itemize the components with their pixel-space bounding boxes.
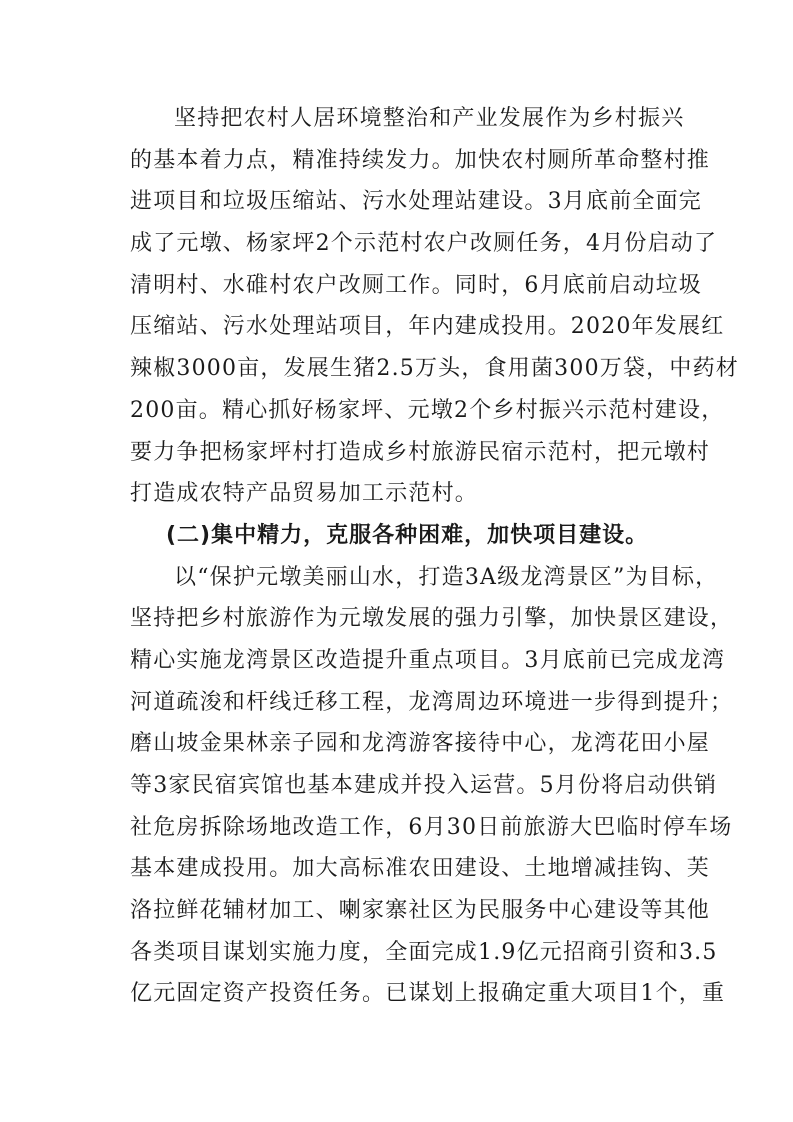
text-line: 各类项目谋划实施力度，全面完成1.9亿元招商引资和3.5 bbox=[130, 939, 718, 965]
text-line: 坚持把乡村旅游作为元墩发展的强力引擎，加快景区建设， bbox=[130, 606, 734, 632]
text-line: 成了元墩、杨家坪2个示范村农户改厕任务，4月份启动了 bbox=[130, 231, 718, 257]
text-line: 坚持把农村人居环境整治和产业发展作为乡村振兴 bbox=[174, 106, 685, 131]
text-line: 磨山坡金果林亲子园和龙湾游客接待中心，龙湾花田小屋 bbox=[130, 731, 711, 757]
text-line: 200亩。精心抓好杨家坪、元墩2个乡村振兴示范村建设， bbox=[130, 397, 725, 423]
text-line: 打造成农特产品贸易加工示范村。 bbox=[130, 481, 479, 507]
text-line: 清明村、水碓村农户改厕工作。同时，6月底前启动垃圾 bbox=[130, 272, 702, 298]
document-body bbox=[130, 98, 739, 1015]
paragraph-rural-environment bbox=[130, 98, 739, 515]
text-line: 亿元固定资产投资任务。已谋划上报确定重大项目1个，重 bbox=[130, 981, 726, 1007]
text-line: 河道疏浚和杆线迁移工程，龙湾周边环境进一步得到提升； bbox=[130, 689, 734, 715]
text-line: 以“保护元墩美丽山水，打造3A级龙湾景区”为目标， bbox=[174, 564, 719, 590]
text-line: 基本建成投用。加大高标准农田建设、土地增减挂钩、芙 bbox=[130, 856, 711, 882]
text-line: 辣椒3000亩，发展生猪2.5万头，食用菌300万袋，中药材 bbox=[130, 356, 739, 382]
text-line: 洛拉鲜花辅材加工、喇家寨社区为民服务中心建设等其他 bbox=[130, 898, 711, 924]
section-heading: (二)集中精力，克服各种困难，加快项目建设。 bbox=[166, 522, 649, 548]
text-line: 社危房拆除场地改造工作，6月30日前旅游大巴临时停车场 bbox=[130, 814, 733, 840]
text-line: 等3家民宿宾馆也基本建成并投入运营。5月份将启动供销 bbox=[130, 773, 718, 798]
text-line: 进项目和垃圾压缩站、污水处理站建设。3月底前全面完 bbox=[130, 189, 702, 215]
text-line: 要力争把杨家坪村打造成乡村旅游民宿示范村，把元墩村 bbox=[130, 439, 711, 465]
text-line: 压缩站、污水处理站项目，年内建成投用。2020年发展红 bbox=[130, 314, 725, 340]
paragraph-project-construction bbox=[130, 557, 734, 1016]
text-line: 的基本着力点，精准持续发力。加快农村厕所革命整村推 bbox=[130, 147, 711, 173]
text-line: 精心实施龙湾景区改造提升重点项目。3月底前已完成龙湾 bbox=[130, 647, 726, 673]
